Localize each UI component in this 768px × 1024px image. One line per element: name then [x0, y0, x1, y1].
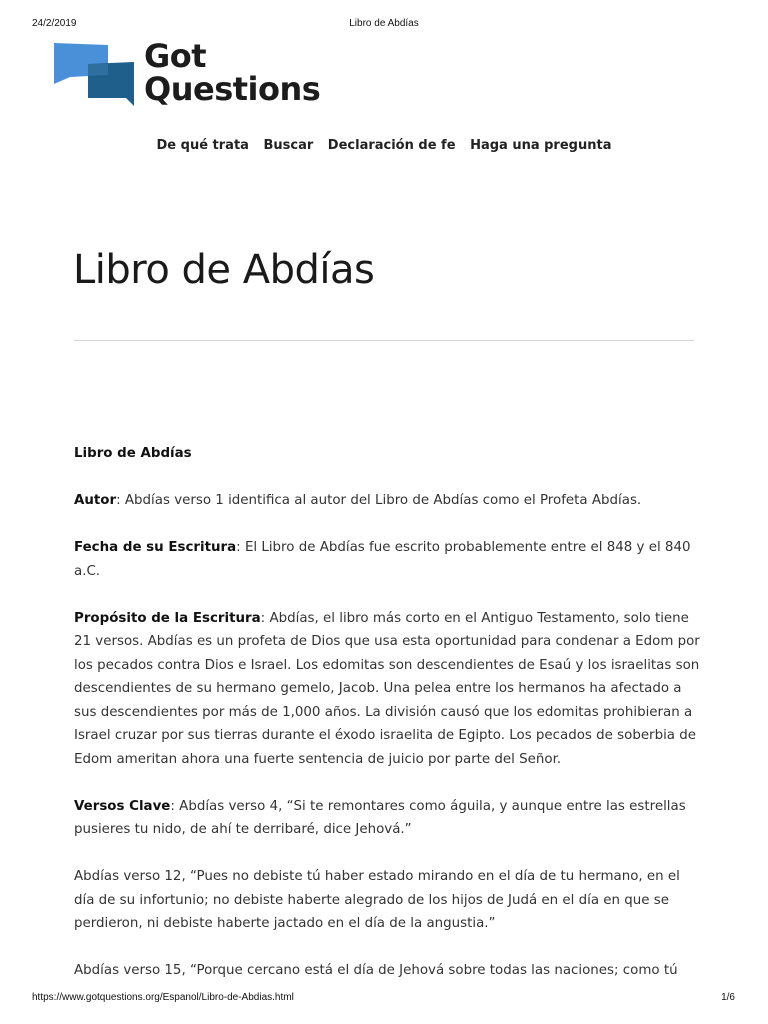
paragraph-versos-clave [74, 795, 700, 842]
gotquestions-logo[interactable] [52, 37, 342, 112]
label-autor: Autor [74, 493, 117, 508]
nav-link-haga-una-pregunta[interactable]: Haga una pregunta [470, 138, 612, 153]
page-title: Libro de Abdías [73, 247, 375, 293]
print-doc-title: Libro de Abdías [349, 18, 419, 29]
logo-wordmark [144, 37, 321, 108]
print-url: https://www.gotquestions.org/Espanol/Libro-de-Abdias.html [32, 992, 294, 1003]
paragraph-verso-12: Abdías verso 12, “Pues no debiste tú haber estado mirando en el día de tu hermano, en el día de su infortunio; no debiste haberte alegrado de los hijos de Judá en el día en que se perdieron, ni debiste haberte jactado en el día de la angustia.” [74, 869, 680, 931]
title-divider [74, 340, 694, 341]
text-versos-clave: : Abdías verso 4, “Si te remontares como águila, y aunque entre las estrellas pusieres tu nido, de ahí te derribaré, dice Jehová.” [74, 798, 686, 837]
print-date: 24/2/2019 [32, 18, 77, 29]
article-heading [74, 442, 700, 466]
nav-link-declaracion-de-fe[interactable]: Declaración de fe [327, 138, 456, 153]
print-header [0, 18, 768, 32]
nav-link-de-que-trata[interactable]: De qué trata [156, 138, 249, 153]
main-nav [0, 138, 768, 153]
text-autor: : Abdías verso 1 identifica al autor del Libro de Abdías como el Profeta Abdías. [116, 493, 642, 508]
paragraph-verso-15: Abdías verso 15, “Porque cercano está el día de Jehová sobre todas las naciones; como tú [74, 963, 678, 978]
nav-link-buscar[interactable]: Buscar [263, 138, 314, 153]
logo-line-1: Got [144, 37, 207, 75]
text-proposito: : Abdías, el libro más corto en el Antiguo Testamento, solo tiene 21 versos. Abdías es un profeta de Dios que usa esta oportunidad para condenar a Edom por los pecados contra Dios e Israel. Los edomitas son descendientes de Esaú y los israelitas son descendientes de su hermano gemelo, Jacob. Una pelea entre los hermanos ha afectado a sus descendientes por más de 1,000 años. La división causó que los edomitas prohibieran a Israel cruzar por sus tierras durante el éxodo israelita de Egipto. Los pecados de soberbia de Edom ameritan ahora una fuerte sentencia de juicio por parte del Señor. [74, 610, 700, 767]
paragraph-fecha [74, 536, 700, 583]
paragraph-proposito [74, 607, 700, 772]
article-heading-text: Libro de Abdías [74, 446, 192, 461]
paragraph-autor [74, 489, 700, 513]
text-fecha: : El Libro de Abdías fue escrito probablemente entre el 848 y el 840 a.C. [74, 540, 691, 579]
print-page-number: 1/6 [721, 992, 735, 1003]
article-body [74, 442, 700, 1006]
print-footer [0, 992, 768, 1006]
speech-bubbles-icon [52, 40, 140, 112]
label-versos-clave: Versos Clave [74, 798, 171, 814]
label-fecha: Fecha de su Escritura [74, 540, 237, 555]
label-proposito: Propósito de la Escritura [74, 610, 261, 626]
logo-line-2: Questions [144, 70, 321, 108]
